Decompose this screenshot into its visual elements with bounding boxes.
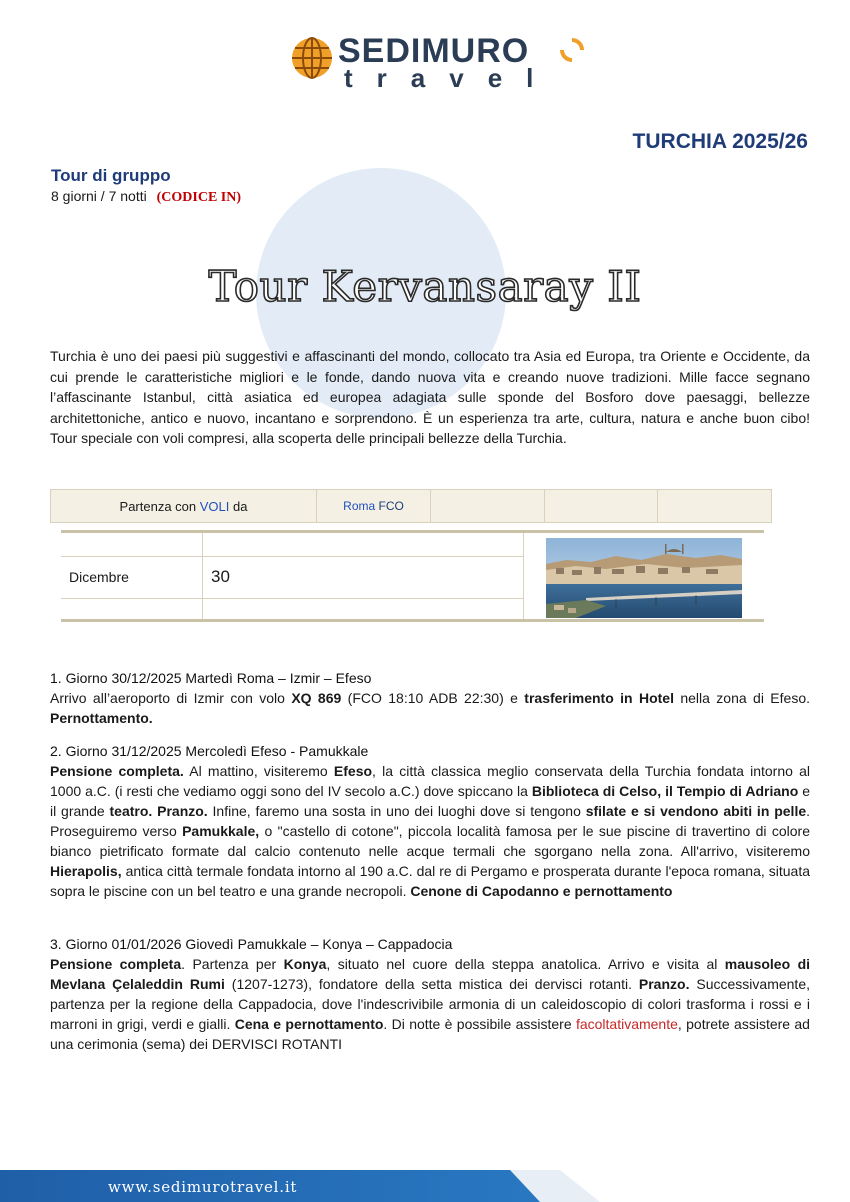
departure-day: 30 xyxy=(211,567,230,586)
day-description xyxy=(50,954,810,1054)
departure-city: Roma xyxy=(343,499,379,513)
departure-label-post: da xyxy=(229,498,248,514)
departure-table xyxy=(50,489,772,523)
itinerary-day-2 xyxy=(50,741,810,901)
day-title: 1. Giorno 30/12/2025 Martedì Roma – Izmir – Efeso xyxy=(50,670,372,686)
tour-type: Tour di gruppo xyxy=(51,166,171,185)
intro-paragraph: Turchia è uno dei paesi più suggestivi e affascinanti del mondo, collocato tra Asia ed Europa, tra Oriente e Occidente, da cui prende le caratteristiche migliori e le fonde, dando nuova vita e creando nuove tradizioni. Mille facce segnano l’affascinante Istanbul, città asiatica ed europea adagiata sulle sponde del Bosforo dove paesaggi, bellezze architettoniche, antico e nuovo, incantano e sorprendono. È un esperienza tra arte, cultura, natura e anche buon cibo! Tour speciale con voli compresi, alla scoperta delle principali bellezze della Turchia. xyxy=(50,348,810,446)
logo-text-bottom: travel xyxy=(344,63,558,93)
text-span: , potrete assistere ad una cerimonia (sema) dei DERVISCI ROTANTI xyxy=(50,1016,810,1052)
text-bold: Cenone di Capodanno e pernottamento xyxy=(410,883,673,899)
itinerary-day-1 xyxy=(50,668,810,728)
text-span: (1207-1273), fondatore della setta mistica dei dervisci rotanti. xyxy=(224,976,639,992)
departure-empty-cell xyxy=(658,490,771,522)
text-bold: Hierapolis, xyxy=(50,863,122,879)
departure-label xyxy=(51,490,317,522)
dates-table xyxy=(61,530,764,622)
text-bold: trasferimento in Hotel xyxy=(524,690,674,706)
logo-ring-icon xyxy=(560,38,584,62)
text-span: nella zona di Efeso. xyxy=(673,690,810,706)
duration-text: 8 giorni / 7 notti xyxy=(51,188,147,204)
departure-city-cell xyxy=(317,490,431,522)
text-bold: Efeso xyxy=(333,763,373,779)
text-bold: Pernottamento. xyxy=(50,710,153,726)
text-span: Al mattino, visiteremo xyxy=(183,763,334,779)
text-span: . Proseguiremo verso xyxy=(50,803,811,839)
text-span: , situato nel cuore della steppa anatolica. Arrivo e visita al xyxy=(326,956,725,972)
table-cell xyxy=(61,533,203,556)
departure-label-voli: VOLI xyxy=(199,498,230,514)
text-span: Successivamente, partenza per la regione della Cappadocia, dove l'indescrivibile armonia di un caleidoscopio di colori trasforma i rossi e i marroni in grigi, verdi e gialli. xyxy=(50,976,810,1032)
day-title: 2. Giorno 31/12/2025 Mercoledì Efeso - Pamukkale xyxy=(50,743,369,759)
text-span: . Partenza per xyxy=(181,956,284,972)
table-row xyxy=(61,557,524,599)
flight-number: XQ 869 xyxy=(291,690,342,706)
text-bold: teatro. Pranzo. xyxy=(109,803,208,819)
departure-empty-cell xyxy=(431,490,545,522)
day-description xyxy=(50,688,810,728)
table-cell xyxy=(203,599,524,619)
text-span: , la città classica meglio conservata della Turchia fondata intorno al 1000 a.C. (i resti che vediamo oggi sono del IV secolo a.C.) dove spiccano la xyxy=(50,763,811,799)
optional-text: facoltativamente xyxy=(575,1016,678,1032)
text-span: e il grande xyxy=(50,783,811,819)
text-bold: Pensione completa. xyxy=(50,763,184,779)
itinerary-day-3 xyxy=(50,934,810,1054)
text-bold: sfilate e si vendono abiti in pelle xyxy=(585,803,807,819)
table-cell xyxy=(203,557,524,598)
text-span: . Di notte è possibile assistere xyxy=(383,1016,576,1032)
table-cell xyxy=(61,557,203,598)
day-description xyxy=(50,761,810,901)
departure-label-pre: Partenza con xyxy=(119,498,200,514)
tour-name: Tour Kervansaray II xyxy=(208,262,642,311)
duration xyxy=(51,188,241,206)
text-bold: Konya xyxy=(283,956,327,972)
table-cell xyxy=(61,599,203,619)
table-cell xyxy=(203,533,524,556)
departure-airport: FCO xyxy=(378,499,404,513)
text-span: Infine, faremo una sosta in uno dei luoghi dove si tengono xyxy=(207,803,586,819)
text-span: (FCO 18:10 ADB 22:30) e xyxy=(341,690,525,706)
text-bold: mausoleo di Mevlana Çelaleddin Rumi xyxy=(50,956,811,992)
text-span: Arrivo all’aeroporto di Izmir con volo xyxy=(50,690,292,706)
day-title: 3. Giorno 01/01/2026 Giovedì Pamukkale – Konya – Cappadocia xyxy=(50,936,453,952)
text-span: o "castello di cotone", piccola località famosa per le sue piscine di travertino di colore bianco pietrificato formate dal calcio contenuto nelle acque termali che sgorgano nella zona. All'arrivo, visiteremo xyxy=(50,823,811,859)
istanbul-photo xyxy=(546,538,742,618)
country-title: TURCHIA 2025/26 xyxy=(632,130,808,153)
website-link[interactable]: www.sedimurotravel.it xyxy=(108,1178,298,1196)
table-row xyxy=(61,533,524,557)
table-row xyxy=(61,599,524,619)
text-bold: Pamukkale, xyxy=(182,823,260,839)
departure-empty-cell xyxy=(545,490,658,522)
text-bold: Biblioteca di Celso, il Tempio di Adriano xyxy=(531,783,799,799)
tour-code: (CODICE IN) xyxy=(156,190,242,205)
text-bold: Pensione completa xyxy=(50,956,182,972)
text-bold: Pranzo. xyxy=(638,976,690,992)
logo-text-top: SEDIMURO xyxy=(338,32,530,70)
departure-month: Dicembre xyxy=(69,569,129,585)
company-logo xyxy=(290,32,590,92)
globe-icon xyxy=(290,36,334,80)
text-span: antica città termale fondata intorno al 190 a.C. dal re di Pergamo e prosperata durante l'epoca romana, situata sopra le piscine con un bel teatro e una grande necropoli. xyxy=(50,863,810,899)
text-bold: Cena e pernottamento xyxy=(234,1016,384,1032)
